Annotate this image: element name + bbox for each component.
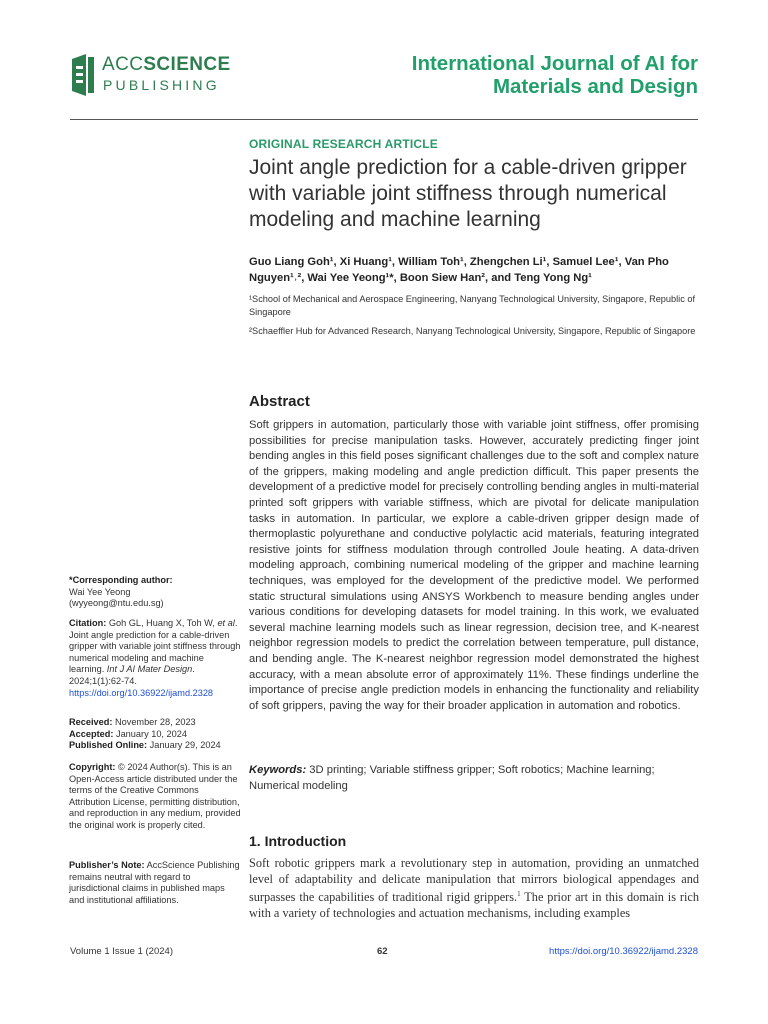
introduction-heading: 1. Introduction <box>249 833 347 849</box>
header-divider <box>70 119 698 120</box>
citation-label: Citation: <box>69 618 107 628</box>
author-line-2: Nguyen¹˒², Wai Yee Yeong¹*, Boon Siew Han², and Teng Yong Ng¹ <box>249 272 592 284</box>
author-list <box>249 254 699 286</box>
citation-doi-link[interactable]: https://doi.org/10.36922/ijamd.2328 <box>69 687 214 698</box>
reference-marker[interactable]: 1 <box>517 890 521 899</box>
affiliation-2: ²Schaeffler Hub for Advanced Research, Nanyang Technological University, Singapore, Republic of Singapore <box>249 326 696 336</box>
corresponding-author-label: *Corresponding author: <box>69 575 173 585</box>
publisher-note-text: AccScience Publishing remains neutral with regard to jurisdictional claims in published maps and institutional affiliations. <box>69 860 240 905</box>
published-date: Published Online: January 29, 2024 <box>69 740 221 751</box>
abstract-heading: Abstract <box>249 393 310 410</box>
journal-title <box>412 52 698 98</box>
copyright-text: © 2024 Author(s). This is an Open-Access article distributed under the terms of the Creative Commons Attribution License, permitting distribution, and reproduction in any medium, provided the original work is properly cited. <box>69 762 241 830</box>
publisher-logo <box>68 51 248 101</box>
journal-title-line1: International Journal of AI for <box>411 52 698 75</box>
footer-page-number: 62 <box>377 946 388 957</box>
publisher-logo-line2: PUBLISHING <box>103 77 220 93</box>
footer-volume: Volume 1 Issue 1 (2024) <box>70 946 173 957</box>
article-title: Joint angle prediction for a cable-driven gripper with variable joint stiffness through numerical modeling and machine learning <box>249 156 687 231</box>
footer-doi-link[interactable]: https://doi.org/10.36922/ijamd.2328 <box>549 946 698 957</box>
keywords-label: Keywords: <box>249 764 307 776</box>
copyright-block <box>69 762 241 832</box>
introduction-text: Soft robotic grippers mark a revolutionary step in automation, providing an unmatched level of adaptability and delicate manipulation that mirrors biological appendages and surpasses the capabilities of traditional rigid grippers.$^1$ The prior art in this domain is rich with a variety of technologies and actuation mechanisms, including examples <box>249 856 699 920</box>
article-type: ORIGINAL RESEARCH ARTICLE <box>249 137 439 151</box>
journal-title-line2: Materials and Design <box>492 75 698 98</box>
publisher-logo-line1: ACCSCIENCE <box>102 54 231 75</box>
corresponding-author <box>69 575 241 610</box>
dates-block <box>69 717 241 752</box>
affiliation-1: ¹School of Mechanical and Aerospace Engineering, Nanyang Technological University, Singapore, Republic of Singapore <box>249 294 696 317</box>
copyright-label: Copyright: <box>69 762 116 772</box>
publisher-note-block <box>69 860 241 906</box>
keywords-text: 3D printing; Variable stiffness gripper; Soft robotics; Machine learning; Numerical modeling <box>249 764 655 792</box>
author-line-1: Guo Liang Goh¹, Xi Huang¹, William Toh¹, Zhengchen Li¹, Samuel Lee¹, Van Pho <box>249 256 669 268</box>
received-date: Received: November 28, 2023 <box>69 717 196 727</box>
citation-block: Citation: Goh GL, Huang X, Toh W, et al. Joint angle prediction for a cable-driven gripper with variable joint stiffness through numerical modeling and machine learning. Int J AI Mater Design. 2024;1(1):62-74. https://doi.org/10.36922/ijamd.2328 <box>69 618 241 698</box>
accepted-date: Accepted: January 10, 2024 <box>69 728 187 739</box>
corresponding-author-name: Wai Yee Yeong <box>69 586 131 597</box>
keywords <box>249 762 699 794</box>
citation-journal: Int J AI Mater Design <box>106 664 193 675</box>
publisher-note-label: Publisher’s Note: <box>69 860 145 870</box>
publisher-logo-icon <box>68 53 96 97</box>
article-header <box>249 137 699 338</box>
abstract-text: Soft grippers in automation, particularly those with variable joint stiffness, offer promising possibilities for precise manipulation tasks. However, accurately predicting finger joint bending angles in this field poses significant challenges due to the soft and complex nature of the grippers, making modeling and angle prediction difficult. This paper presents the development of a predictive model for precisely controlling bending angles in multi-material printed soft grippers with variable stiffness, which are pivotal for delicate manipulation tasks in automation. In particular, we explore a cable-driven gripper design made of thermoplastic polyurethane and conductive polylactic acid materials, featuring integrated resistive joints for stiffness modulation through controlled Joule heating. A data-driven modeling approach, combining numerical modeling of the gripper and machine learning techniques, was employed for the development of the predictive model. We performed static structural simulations using ANSYS Workbench to measure bending angles under various conditions for developing datasets for model training. In this work, we evaluated several machine learning models such as linear regression, decision tree, and K-nearest neighbor regression models to predict the correlation between temperature, pull distance, and bending angle. The K-nearest neighbor regression model demonstrated the highest accuracy, with a mean absolute error of approximately 11%. These findings underline the importance of precise angle prediction models in enhancing the functionality and reliability of soft grippers, paving the way for their broader application in automation and robotics. <box>249 419 699 712</box>
corresponding-author-email[interactable]: (wyyeong@ntu.edu.sg) <box>69 598 164 609</box>
